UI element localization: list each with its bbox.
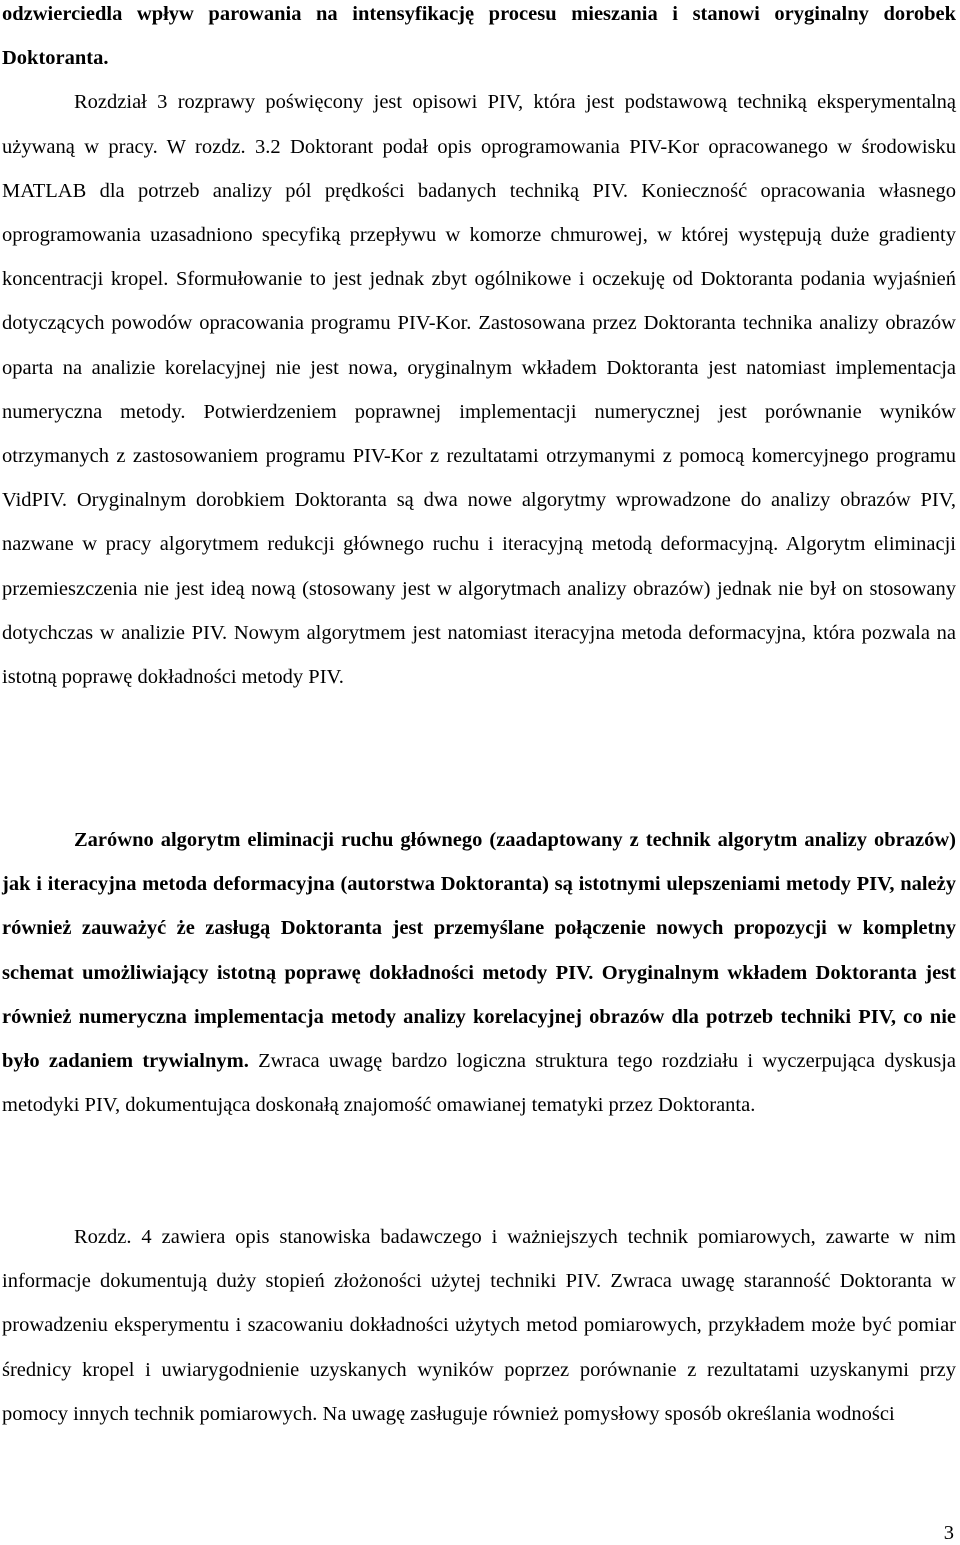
paragraph-summary-bold: Zarówno algorytm eliminacji ruchu głównego (zaadaptowany z technik algorytm analizy obrazów) jak i iteracyjna metoda deformacyjna (autorstwa Doktoranta) są istotnymi ulepszeniami metody PIV, należy również zauważyć że zasługą Doktoranta jest przemyślane połączenie nowych propozycji w kompletny schemat umożliwiający istotną poprawę dokładności metody PIV. Oryginalnym wkładem Doktoranta jest również numeryczna implementacja metody analizy korelacyjnej obrazów dla potrzeb techniki PIV, co nie było zadaniem trywialnym. — [2, 829, 956, 1073]
text-block-upper — [2, 0, 956, 699]
paragraph-chapter-3: Rozdział 3 rozprawy poświęcony jest opisowi PIV, która jest podstawową techniką eksperymentalną używaną w pracy. W rozdz. 3.2 Doktorant podał opis oprogramowania PIV-Kor opracowanego w środowisku MATLAB dla potrzeb analizy pól prędkości badanych techniką PIV. Konieczność opracowania własnego oprogramowania uzasadniono specyfiką przepływu w komorze chmurowej, w której występują duże gradienty koncentracji kropel. Sformułowanie to jest jednak zbyt ogólnikowe i oczekuję od Doktoranta podania wyjaśnień dotyczących powodów opracowania programu PIV-Kor. Zastosowana przez Doktoranta technika analizy obrazów oparta na analizie korelacyjnej nie jest nowa, oryginalnym wkładem Doktoranta jest natomiast implementacja numeryczna metody. Potwierdzeniem poprawnej implementacji numerycznej jest porównanie wyników otrzymanych z zastosowaniem programu PIV-Kor z rezultatami otrzymanymi z pomocą komercyjnego programu VidPIV. Oryginalnym dorobkiem Doktoranta są dwa nowe algorytmy wprowadzone do analizy obrazów PIV, nazwane w pracy algorytmem redukcji głównego ruchu i iteracyjną metodą deformacyjną. Algorytm eliminacji przemieszczenia nie jest ideą nową (stosowany jest w algorytmach analizy obrazów) jednak nie był on stosowany dotychczas w analizie PIV. Nowym algorytmem jest natomiast iteracyjna metoda deformacyjna, która pozwala na istotną poprawę dokładności metody PIV. — [2, 91, 956, 689]
text-block-middle — [2, 818, 956, 1127]
paragraph-continuation: odzwierciedla wpływ parowania na intensyfikację procesu mieszania i stanowi oryginalny dorobek Doktoranta. — [2, 3, 956, 70]
page-number: 3 — [943, 1522, 954, 1544]
paragraph-summary — [2, 818, 956, 1127]
paragraph-chapter-4: Rozdz. 4 zawiera opis stanowiska badawczego i ważniejszych technik pomiarowych, zawarte w nim informacje dokumentują duży stopień złożoności użytej techniki PIV. Zwraca uwagę staranność Doktoranta w prowadzeniu eksperymentu i szacowaniu dokładności użytych metod pomiarowych, przykładem może być pomiar średnicy kropel i uwiarygodnienie uzyskanych wyników poprzez porównanie z rezultatami uzyskanymi przy pomocy innych technik pomiarowych. Na uwagę zasługuje również pomysłowy sposób określania wodności — [2, 1226, 956, 1425]
paragraph-summary-regular: Zwraca uwagę bardzo logiczna struktura tego rozdziału i wyczerpująca dyskusja metodyki PIV, dokumentująca doskonałą znajomość omawianej tematyki przez Doktoranta. — [2, 1050, 957, 1117]
text-block-lower — [2, 1215, 956, 1436]
